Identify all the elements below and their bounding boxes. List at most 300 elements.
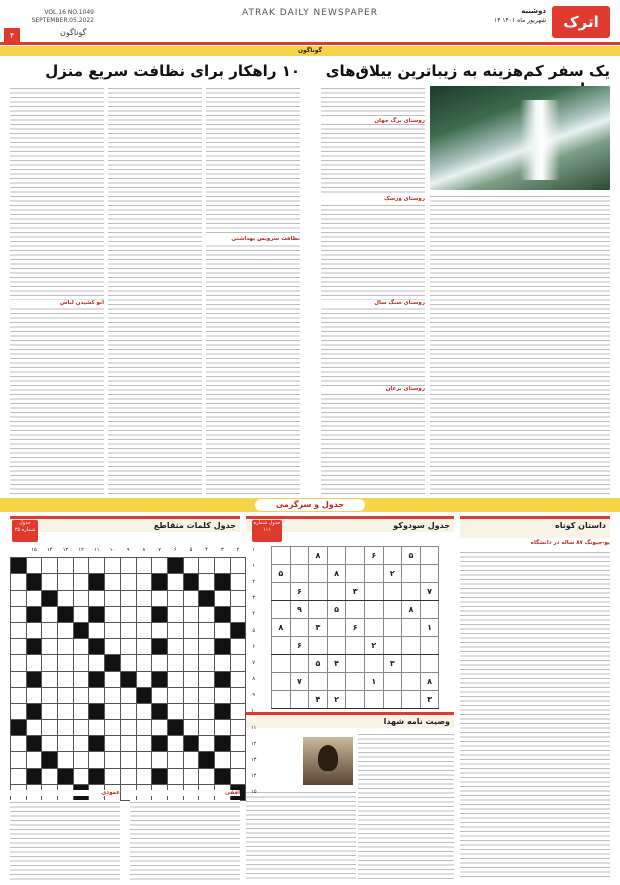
crossword-col-number: ۱۰ <box>109 546 116 553</box>
sudoku-cell: ۳ <box>383 655 402 673</box>
crossword-row-number: ۱ <box>252 562 255 569</box>
crossword-cell <box>152 768 168 784</box>
crossword-cell <box>136 671 152 687</box>
wasiyat-text <box>246 790 356 880</box>
crossword-col-number: ۱ <box>252 546 255 553</box>
sudoku-cell: ۱ <box>420 619 439 637</box>
crossword-cell <box>183 720 199 736</box>
sudoku-row <box>272 655 439 673</box>
crossword-cell <box>105 768 121 784</box>
story-title: داستان کوتاه <box>555 521 606 530</box>
crossword-row <box>11 639 262 655</box>
subhead: روستای سنگ سال <box>321 300 425 306</box>
crossword-cell <box>26 655 42 671</box>
crossword-cell <box>105 687 121 703</box>
sudoku-cell <box>272 583 291 601</box>
crossword-cell <box>152 606 168 622</box>
crossword-cell <box>11 768 27 784</box>
crossword-cell <box>199 606 215 622</box>
crossword-cell <box>230 671 246 687</box>
crossword-cell <box>73 558 89 574</box>
crossword-cell <box>73 720 89 736</box>
sudoku-cell <box>346 655 365 673</box>
crossword-cell <box>11 687 27 703</box>
crossword-row-number: ۱۲ <box>250 740 257 747</box>
crossword-cell <box>89 639 105 655</box>
crossword-cell <box>136 752 152 768</box>
crossword-cell <box>183 590 199 606</box>
sudoku-cell <box>346 565 365 583</box>
crossword-cell <box>89 558 105 574</box>
wasiyat-title: وصیت نامه شهدا <box>383 717 450 726</box>
crossword-cell <box>199 687 215 703</box>
crossword-cell <box>120 687 136 703</box>
crossword-cell <box>73 703 89 719</box>
sudoku-cell <box>272 601 291 619</box>
crossword-cell <box>73 752 89 768</box>
crossword-col-number: ۱۵ <box>31 546 37 553</box>
crossword-cell <box>230 687 246 703</box>
crossword-cell <box>73 736 89 752</box>
crossword-cell <box>136 687 152 703</box>
crossword-cell <box>26 639 42 655</box>
crossword-cell <box>89 655 105 671</box>
portrait-face <box>318 745 338 771</box>
crossword-row <box>11 590 262 606</box>
crossword-row <box>11 655 262 671</box>
crossword-cell <box>58 606 74 622</box>
sudoku-cell <box>290 619 309 637</box>
crossword-cell <box>89 606 105 622</box>
crossword-cell <box>105 558 121 574</box>
crossword-cell <box>58 671 74 687</box>
crossword-cell <box>73 622 89 638</box>
sudoku-cell: ۴ <box>327 655 346 673</box>
crossword-cell <box>58 590 74 606</box>
crossword-cell <box>120 752 136 768</box>
sudoku-cell: ۶ <box>364 547 383 565</box>
crossword-grid <box>10 542 262 801</box>
sudoku-cell <box>309 583 328 601</box>
crossword-cell <box>42 768 58 784</box>
crossword-cell <box>11 558 27 574</box>
sudoku-cell <box>327 673 346 691</box>
crossword-row-number: ۴ <box>252 611 255 618</box>
sudoku-cell <box>309 601 328 619</box>
sudoku-cell: ۷ <box>420 583 439 601</box>
crossword-cell <box>58 687 74 703</box>
sudoku-cell <box>327 547 346 565</box>
crossword-col-number: ۸ <box>142 546 146 553</box>
sudoku-cell: ۸ <box>309 547 328 565</box>
subhead: روستای ورسک <box>321 196 425 202</box>
sudoku-cell: ۵ <box>402 547 421 565</box>
crossword-cell <box>167 736 183 752</box>
crossword-cell <box>120 590 136 606</box>
subhead: روستای برغان <box>321 386 425 392</box>
sudoku-cell <box>346 637 365 655</box>
crossword-cell <box>214 655 230 671</box>
sudoku-cell <box>383 691 402 709</box>
crossword-cell <box>214 720 230 736</box>
crossword-cell <box>42 558 58 574</box>
crossword-cell <box>167 590 183 606</box>
crossword-cell <box>183 768 199 784</box>
crossword-col-number: ۱۲ <box>78 546 84 553</box>
crossword-cell <box>105 622 121 638</box>
crossword-corner <box>11 542 27 558</box>
crossword-cell <box>58 655 74 671</box>
date-en: SEPTEMBER.05.2022 <box>31 17 94 24</box>
sudoku-cell <box>364 601 383 619</box>
sudoku-cell <box>272 637 291 655</box>
crossword-cell <box>105 639 121 655</box>
crossword-cell <box>183 574 199 590</box>
crossword-cell <box>199 558 215 574</box>
brand-text: ATRAK DAILY NEWSPAPER <box>242 8 378 18</box>
crossword-cell <box>152 639 168 655</box>
sudoku-cell <box>272 673 291 691</box>
crossword-cell <box>42 671 58 687</box>
crossword-cell <box>214 687 230 703</box>
crossword-cell <box>199 736 215 752</box>
crossword-cell <box>105 736 121 752</box>
crossword-cell <box>214 606 230 622</box>
sudoku-cell: ۴ <box>309 691 328 709</box>
sudoku-cell <box>309 565 328 583</box>
crossword-cell <box>73 671 89 687</box>
crossword-cell <box>73 655 89 671</box>
subhead: اتو کشیدن لباس <box>10 300 104 306</box>
crossword-cell <box>120 671 136 687</box>
crossword-col-number: ۹ <box>126 546 130 553</box>
crossword-header <box>10 516 240 532</box>
crossword-cell <box>73 639 89 655</box>
newspaper-logo: اترک <box>552 6 610 38</box>
sudoku-cell <box>383 673 402 691</box>
weekday: دوشنبه <box>521 7 546 15</box>
sudoku-row <box>272 565 439 583</box>
crossword-row-number: ۱۵ <box>251 789 257 796</box>
crossword-cell <box>199 622 215 638</box>
crossword-cell <box>230 590 246 606</box>
sudoku-cell <box>383 637 402 655</box>
crossword-cell <box>214 752 230 768</box>
crossword-cell <box>199 720 215 736</box>
crossword-cell <box>73 590 89 606</box>
crossword-cell <box>152 703 168 719</box>
sudoku-cell <box>327 637 346 655</box>
crossword-col-number: ۴ <box>205 546 208 553</box>
sudoku-cell: ۸ <box>420 673 439 691</box>
crossword-cell <box>214 558 230 574</box>
crossword-cell <box>89 703 105 719</box>
sudoku-cell: ۸ <box>272 619 291 637</box>
crossword-cell <box>183 639 199 655</box>
sudoku-cell <box>420 547 439 565</box>
sudoku-cell <box>309 637 328 655</box>
crossword-cell <box>214 671 230 687</box>
crossword-cell <box>230 622 246 638</box>
crossword-cell <box>89 671 105 687</box>
crossword-cell <box>89 590 105 606</box>
crossword-cell <box>167 558 183 574</box>
crossword-cell <box>230 639 246 655</box>
sudoku-cell: ۳ <box>420 691 439 709</box>
crossword-cell <box>42 736 58 752</box>
crossword-cell <box>26 736 42 752</box>
puzzle-section-title: جدول و سرگرمی <box>255 499 365 511</box>
sudoku-cell: ۸ <box>402 601 421 619</box>
crossword-cell <box>105 606 121 622</box>
sudoku-cell <box>272 655 291 673</box>
crossword-cell <box>120 655 136 671</box>
down-heading: عمودی <box>10 790 120 796</box>
crossword-cell <box>42 752 58 768</box>
sudoku-cell <box>327 583 346 601</box>
crossword-cell <box>152 558 168 574</box>
sudoku-cell <box>290 655 309 673</box>
sudoku-cell <box>272 547 291 565</box>
sudoku-cell <box>364 619 383 637</box>
crossword-cell <box>136 590 152 606</box>
crossword-cell <box>167 671 183 687</box>
crossword-cell <box>26 558 42 574</box>
crossword-cell <box>73 574 89 590</box>
crossword-cell <box>26 720 42 736</box>
crossword-col-number: ۱۳ <box>62 546 69 553</box>
crossword-cell <box>230 752 246 768</box>
crossword-cell <box>136 558 152 574</box>
crossword-row-number: ۵ <box>252 627 255 634</box>
crossword-cell <box>26 752 42 768</box>
crossword-cell <box>26 703 42 719</box>
story-header <box>460 516 610 538</box>
crossword-cell <box>214 703 230 719</box>
crossword-cell <box>73 606 89 622</box>
crossword-cell <box>26 671 42 687</box>
crossword-row <box>11 671 262 687</box>
crossword-cell <box>167 703 183 719</box>
sudoku-cell <box>383 619 402 637</box>
waterfall-image <box>520 100 560 180</box>
crossword-cell <box>136 574 152 590</box>
crossword-row <box>11 606 262 622</box>
crossword-cell <box>152 752 168 768</box>
sudoku-cell: ۵ <box>309 655 328 673</box>
sudoku-cell <box>364 565 383 583</box>
date-fa: ۱۴ شهریور ماه ۱۴۰۱ <box>493 17 546 24</box>
crossword-cell <box>105 590 121 606</box>
sudoku-cell: ۲ <box>327 691 346 709</box>
sudoku-cell: ۶ <box>346 619 365 637</box>
crossword-cell <box>167 720 183 736</box>
volume-info <box>4 9 94 25</box>
sudoku-cell <box>309 673 328 691</box>
section-bar: گوناگون <box>0 46 620 56</box>
crossword-cell <box>120 703 136 719</box>
crossword-cell <box>230 574 246 590</box>
sudoku-cell <box>402 565 421 583</box>
crossword-cell <box>11 574 27 590</box>
crossword-cell <box>136 622 152 638</box>
crossword-cell <box>42 622 58 638</box>
crossword-cell <box>42 703 58 719</box>
sudoku-cell: ۲ <box>383 565 402 583</box>
sudoku-cell <box>364 655 383 673</box>
crossword-cell <box>120 736 136 752</box>
crossword-cell <box>183 752 199 768</box>
crossword-cell <box>120 574 136 590</box>
sudoku-cell <box>402 655 421 673</box>
crossword-cell <box>11 590 27 606</box>
crossword-row-number: ۱۳ <box>250 757 257 764</box>
crossword-cell <box>167 639 183 655</box>
crossword-badge: جدول شماره ۳۵ <box>12 520 38 542</box>
crossword-cell <box>167 687 183 703</box>
crossword-cell <box>214 768 230 784</box>
sudoku-row <box>272 619 439 637</box>
crossword-cell <box>230 606 246 622</box>
sudoku-row <box>272 601 439 619</box>
crossword-cell <box>11 752 27 768</box>
crossword-row-number: ۱۰ <box>250 708 257 715</box>
crossword-row-number: ۶ <box>252 643 255 650</box>
crossword-cell <box>199 655 215 671</box>
crossword-cell <box>183 671 199 687</box>
sudoku-cell <box>290 547 309 565</box>
sudoku-cell <box>327 619 346 637</box>
sudoku-cell <box>402 691 421 709</box>
crossword-cell <box>11 655 27 671</box>
crossword-title: جدول کلمات متقاطع <box>153 521 236 530</box>
sudoku-cell <box>364 691 383 709</box>
crossword-cell <box>58 574 74 590</box>
header-divider <box>0 42 620 45</box>
crossword-cell <box>136 655 152 671</box>
crossword-cell <box>11 703 27 719</box>
sudoku-row <box>272 691 439 709</box>
crossword-cell <box>89 736 105 752</box>
sudoku-cell: ۳ <box>346 583 365 601</box>
crossword-cell <box>89 622 105 638</box>
sudoku-title: جدول سودوکو <box>393 521 450 530</box>
sudoku-row <box>272 547 439 565</box>
crossword-row-number: ۳ <box>252 595 255 602</box>
wasiyat-text <box>358 732 454 880</box>
crossword-cell <box>199 574 215 590</box>
crossword-cell <box>230 720 246 736</box>
story-text <box>460 550 610 880</box>
crossword-cell <box>120 768 136 784</box>
sudoku-grid <box>271 546 439 709</box>
crossword-cell <box>199 752 215 768</box>
sudoku-row <box>272 673 439 691</box>
crossword-cell <box>58 622 74 638</box>
crossword-row <box>11 752 262 768</box>
sudoku-cell <box>402 583 421 601</box>
crossword-cell <box>183 558 199 574</box>
crossword-cell <box>42 639 58 655</box>
crossword-row <box>11 558 262 574</box>
crossword-row <box>11 768 262 784</box>
crossword-cell <box>105 655 121 671</box>
crossword-cell <box>26 687 42 703</box>
crossword-cell <box>136 639 152 655</box>
crossword-cell <box>11 622 27 638</box>
crossword-cell <box>199 671 215 687</box>
sudoku-row <box>272 637 439 655</box>
crossword-cell <box>214 590 230 606</box>
crossword-row-number: ۹ <box>252 692 255 699</box>
crossword-cell <box>199 703 215 719</box>
sudoku-cell: ۹ <box>290 601 309 619</box>
sudoku-cell <box>346 691 365 709</box>
crossword-row <box>11 687 262 703</box>
sudoku-badge: جدول شماره ۱۱۱ <box>252 520 282 542</box>
subhead: نظافت سرویس بهداشتی <box>206 236 300 242</box>
crossword-cell <box>89 752 105 768</box>
text-column <box>430 194 610 494</box>
crossword-cell <box>183 606 199 622</box>
issue-date <box>456 7 546 25</box>
across-clues <box>130 800 240 880</box>
crossword-cell <box>199 768 215 784</box>
sudoku-cell <box>402 637 421 655</box>
crossword-col-number: ۱۱ <box>94 546 100 553</box>
sudoku-cell: ۵ <box>327 601 346 619</box>
crossword-cell <box>105 720 121 736</box>
crossword-col-number: ۱۴ <box>47 546 53 553</box>
crossword-cell <box>58 736 74 752</box>
crossword-cell <box>136 768 152 784</box>
subhead: روستای برگ جهان <box>321 118 425 124</box>
crossword-cell <box>183 703 199 719</box>
crossword-cell <box>152 671 168 687</box>
crossword-cell <box>167 606 183 622</box>
crossword-cell <box>230 703 246 719</box>
crossword-row-number: ۱۴ <box>250 773 257 780</box>
crossword-cell <box>11 606 27 622</box>
crossword-col-number: ۷ <box>158 546 161 553</box>
crossword-cell <box>214 639 230 655</box>
crossword-cell <box>11 720 27 736</box>
crossword-cell <box>152 736 168 752</box>
crossword-cell <box>11 671 27 687</box>
crossword-cell <box>58 703 74 719</box>
crossword-cell <box>120 639 136 655</box>
sudoku-cell: ۵ <box>272 565 291 583</box>
sudoku-cell <box>383 583 402 601</box>
crossword-cell <box>136 720 152 736</box>
sudoku-cell <box>290 565 309 583</box>
crossword-row <box>11 720 262 736</box>
down-clues <box>10 800 120 880</box>
text-column <box>321 86 425 496</box>
crossword-cell <box>152 574 168 590</box>
sudoku-cell <box>346 673 365 691</box>
crossword-cell <box>152 590 168 606</box>
crossword-cell <box>152 655 168 671</box>
crossword-cell <box>183 687 199 703</box>
sudoku-cell <box>272 691 291 709</box>
sudoku-cell <box>402 673 421 691</box>
crossword-cell <box>183 655 199 671</box>
sudoku-cell: ۳ <box>309 619 328 637</box>
crossword-cell <box>230 768 246 784</box>
sudoku-cell: ۶ <box>290 583 309 601</box>
sudoku-cell: ۷ <box>290 673 309 691</box>
